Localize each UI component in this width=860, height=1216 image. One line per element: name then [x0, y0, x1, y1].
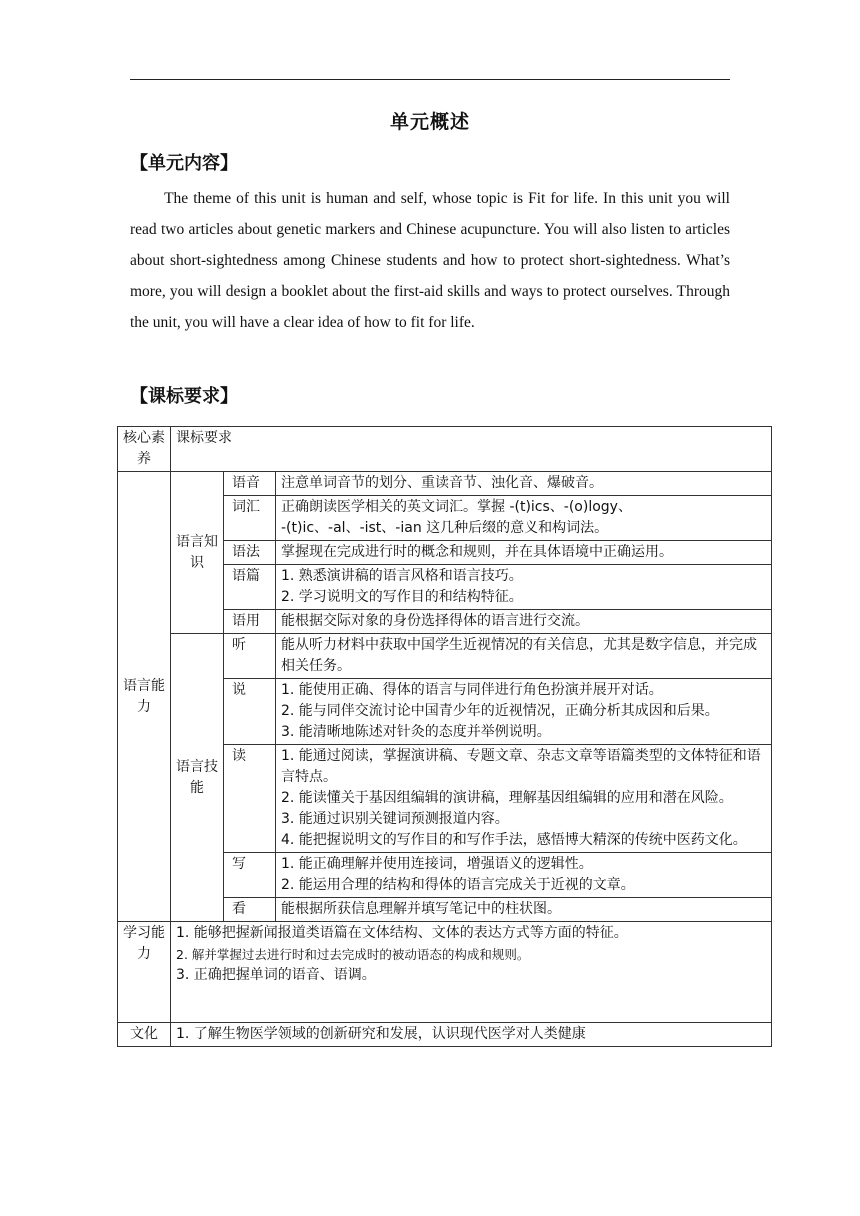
requirement-cell	[276, 745, 772, 853]
requirement-line: 注意单词音节的划分、重读音节、浊化音、爆破音。	[281, 475, 603, 491]
lang-ability-label: 语言能力	[123, 677, 165, 715]
sub-category-cell	[224, 472, 276, 496]
requirement-line: 1. 能正确理解并使用连接词，增强语义的逻辑性。	[281, 856, 593, 872]
learning-ability-cell	[118, 922, 171, 1023]
header-core-label: 核心素养	[123, 430, 165, 467]
lang-skills-label: 语言技能	[176, 758, 218, 796]
header-core-cell	[118, 427, 171, 472]
requirement-cell	[276, 679, 772, 745]
requirement-cell	[276, 472, 772, 496]
requirement-line: -(t)ic、-al、-ist、-ian 这几种后缀的意义和构词法。	[281, 520, 609, 536]
sub-category-label: 写	[232, 856, 246, 872]
sub-category-cell	[224, 610, 276, 634]
sub-category-cell	[224, 565, 276, 610]
lang-knowledge-cell	[171, 472, 224, 634]
requirement-cell	[276, 541, 772, 565]
sub-category-label: 语用	[232, 613, 260, 629]
sub-category-cell	[224, 898, 276, 922]
requirement-line: 2. 能与同伴交流讨论中国青少年的近视情况，正确分析其成因和后果。	[281, 703, 719, 719]
table-row	[118, 472, 772, 496]
intro-paragraph: The theme of this unit is human and self, whose topic is Fit for life. In this unit you will read two articles about genetic markers and Chinese acupuncture. You will also listen to articles about short-sightedness among Chinese students and how to protect short-sightedness. What’s more, you will design a booklet about the first-aid skills and ways to protect ourselves. Through the unit, you will have a clear idea of how to fit for life.	[130, 190, 730, 331]
page-title: 单元概述	[389, 111, 470, 133]
requirement-line: 1. 能够把握新闻报道类语篇在文体结构、文体的表达方式等方面的特征。	[176, 925, 628, 941]
sub-category-cell	[224, 745, 276, 853]
sub-category-cell	[224, 541, 276, 565]
requirement-line: 1. 能通过阅读，掌握演讲稿、专题文章、杂志文章等语篇类型的文体特征和语言特点。	[281, 748, 761, 785]
sub-category-label: 听	[232, 637, 246, 653]
sub-category-label: 语篇	[232, 568, 260, 584]
sub-category-cell	[224, 634, 276, 679]
header-req-label: 课标要求	[176, 430, 232, 446]
requirement-line: 4. 能把握说明文的写作目的和写作手法，感悟博大精深的传统中医药文化。	[281, 832, 747, 848]
requirement-line: 3. 能清晰地陈述对针灸的态度并举例说明。	[281, 724, 551, 740]
table-row	[118, 1023, 772, 1047]
section-heading-curriculum: 【课标要求】	[130, 386, 238, 407]
sub-category-label: 看	[232, 901, 246, 917]
requirement-line: 能从听力材料中获取中国学生近视情况的有关信息，尤其是数字信息，并完成相关任务。	[281, 637, 757, 674]
requirement-line: 2. 能运用合理的结构和得体的语言完成关于近视的文章。	[281, 877, 635, 893]
table-row	[118, 634, 772, 679]
requirement-line: 掌握现在完成进行时的概念和规则，并在具体语境中正确运用。	[281, 544, 673, 560]
curriculum-table	[117, 426, 772, 1047]
lang-skills-cell	[171, 634, 224, 922]
header-rule	[130, 79, 730, 80]
lang-ability-cell	[118, 472, 171, 922]
sub-category-label: 词汇	[232, 499, 260, 515]
sub-category-cell	[224, 853, 276, 898]
requirement-cell	[276, 634, 772, 679]
learning-ability-label: 学习能力	[123, 925, 165, 962]
requirement-cell	[276, 565, 772, 610]
sub-category-label: 语音	[232, 475, 260, 491]
requirement-line: 2. 解并掌握过去进行时和过去完成时的被动语态的构成和规则。	[176, 947, 530, 962]
requirement-line: 3. 能通过识别关键词预测报道内容。	[281, 811, 509, 827]
requirement-cell	[276, 853, 772, 898]
requirement-line: 1. 能使用正确、得体的语言与同伴进行角色扮演并展开对话。	[281, 682, 663, 698]
requirement-line: 2. 能读懂关于基因组编辑的演讲稿，理解基因组编辑的应用和潜在风险。	[281, 790, 733, 806]
requirement-cell	[276, 610, 772, 634]
requirement-cell	[276, 496, 772, 541]
requirement-cell	[171, 1023, 772, 1047]
requirement-line: 1. 了解生物医学领域的创新研究和发展，认识现代医学对人类健康	[176, 1026, 586, 1042]
table-row	[118, 922, 772, 1023]
sub-category-cell	[224, 679, 276, 745]
table-header-row	[118, 427, 772, 472]
section-heading-unit-content: 【单元内容】	[130, 153, 238, 174]
culture-cell	[118, 1023, 171, 1047]
lang-knowledge-label: 语言知识	[176, 533, 218, 571]
sub-category-label: 语法	[232, 544, 260, 560]
requirement-line: 正确朗读医学相关的英文词汇。掌握 -(t)ics、-(o)logy、	[281, 499, 632, 515]
culture-label: 文化	[130, 1026, 158, 1042]
requirement-line: 3. 正确把握单词的语音、语调。	[176, 967, 376, 983]
requirement-cell	[276, 898, 772, 922]
sub-category-label: 说	[232, 682, 246, 698]
requirement-line: 能根据交际对象的身份选择得体的语言进行交流。	[281, 613, 589, 629]
requirement-line: 1. 熟悉演讲稿的语言风格和语言技巧。	[281, 568, 523, 584]
requirement-line: 2. 学习说明文的写作目的和结构特征。	[281, 589, 523, 605]
sub-category-label: 读	[232, 748, 246, 764]
header-req-cell	[171, 427, 772, 472]
sub-category-cell	[224, 496, 276, 541]
requirement-cell	[171, 922, 772, 1023]
requirement-line: 能根据所获信息理解并填写笔记中的柱状图。	[281, 901, 561, 917]
